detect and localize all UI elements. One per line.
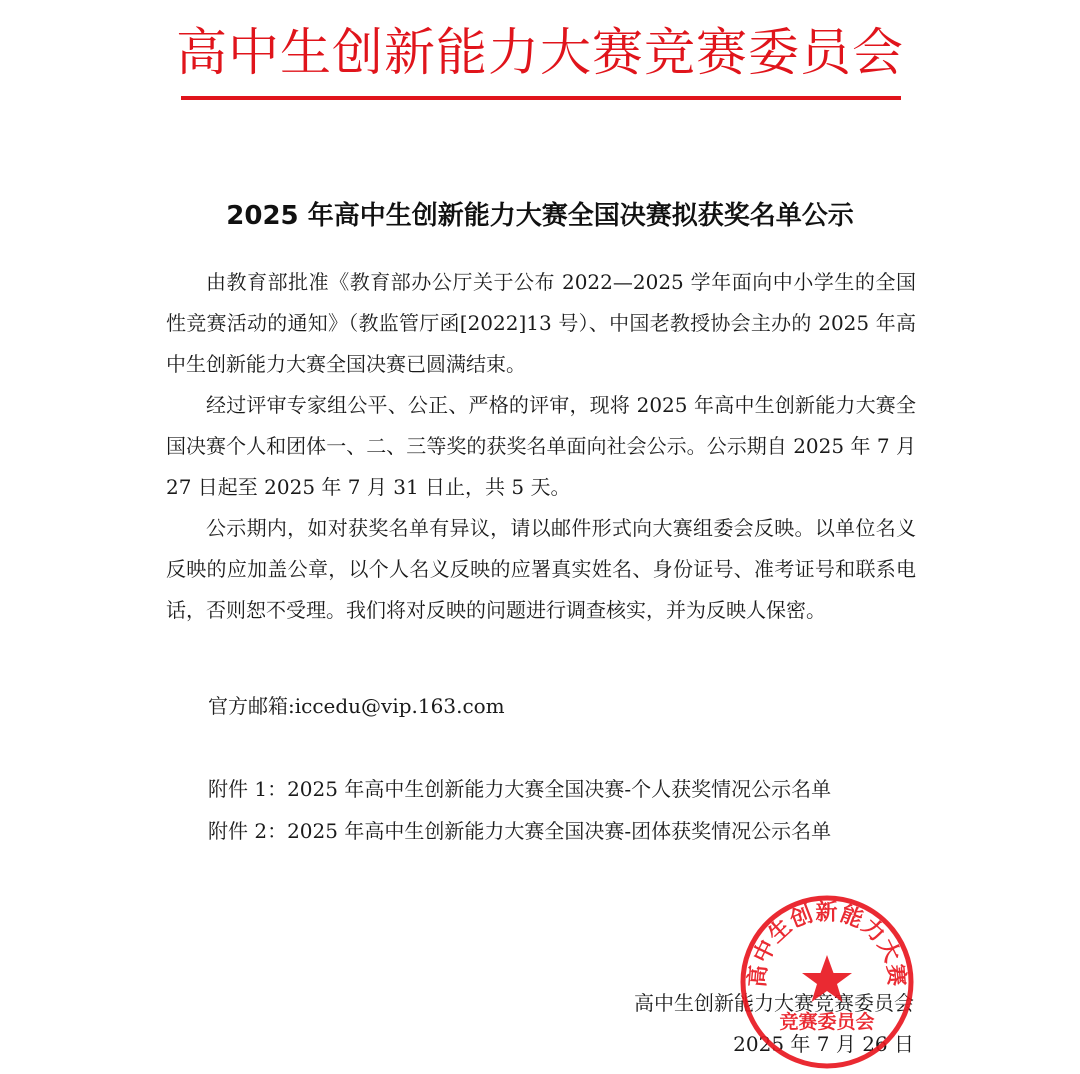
seal-star-icon (802, 955, 852, 1002)
letterhead-red-rule (181, 96, 901, 100)
document-body (166, 262, 916, 631)
document-title: 2025 年高中生创新能力大赛全国决赛拟获奖名单公示 (226, 201, 854, 231)
letterhead-org-name: 高中生创新能力大赛竞赛委员会 (175, 24, 904, 83)
body-paragraph-3: 公示期内，如对获奖名单有异议，请以邮件形式向大赛组委会反映。以单位名义反映的应加盖公章，以个人名义反映的应署真实姓名、身份证号、准考证号和联系电话，否则恕不受理。我们将对反映的问题进行调查核实，并为反映人保密。 (166, 516, 916, 622)
body-paragraph-2: 经过评审专家组公平、公正、严格的评审，现将 2025 年高中生创新能力大赛全国决赛个人和团体一、二、三等奖的获奖名单面向社会公示。公示期自 2025 年 7 月 27 日起至 2025 年 7 月 31 日止，共 5 天。 (166, 393, 916, 499)
seal-inner-text: 竞赛委员会 (779, 1011, 875, 1033)
official-seal (738, 893, 916, 1071)
official-email: 官方邮箱:iccedu@vip.163.com (208, 694, 505, 718)
attachment-1: 附件 1：2025 年高中生创新能力大赛全国决赛-个人获奖情况公示名单 (208, 777, 832, 801)
body-paragraph-1: 由教育部批准《教育部办公厅关于公布 2022—2025 学年面向中小学生的全国性竞赛活动的通知》（教监管厅函[2022]13 号）、中国老教授协会主办的 2025 年高中生创新能力大赛全国决赛已圆满结束。 (166, 270, 916, 376)
seal-ring-text: 高中生创新能力大赛 (745, 900, 909, 989)
signature-date: 2025 年 7 月 26 日 (733, 1032, 914, 1056)
attachment-2: 附件 2：2025 年高中生创新能力大赛全国决赛-团体获奖情况公示名单 (208, 819, 832, 843)
signature-org: 高中生创新能力大赛竞赛委员会 (634, 991, 914, 1015)
